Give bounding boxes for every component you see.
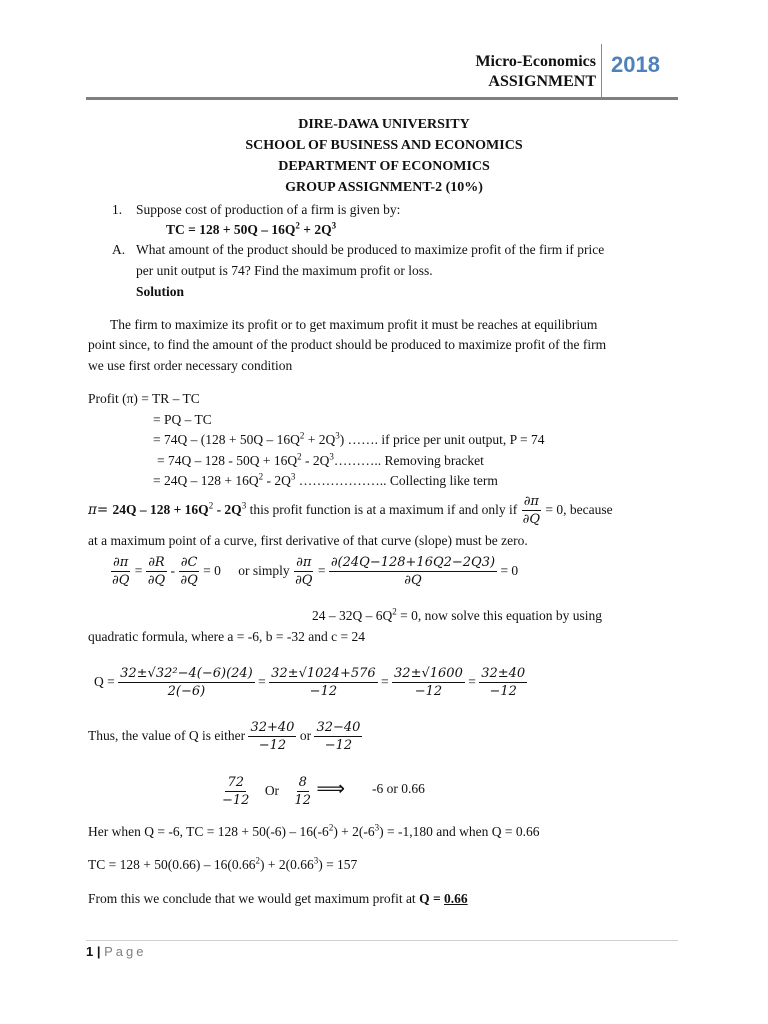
profit-line4: = $74Q - 128 - 50Q + 16Q^2$ - $2Q^3\dots\dots\dots$.. Removing bracket [157, 451, 484, 468]
tc-at-q-neg6: Her when Q = -6, TC = $128 + 50(-6) - 16(-6^2) + 2(-6^3) = -1,180$ and when Q = 0.66 [88, 822, 540, 839]
university-title: DIRE-DAWA UNIVERSITY [298, 117, 470, 132]
department-title: DEPARTMENT OF ECONOMICS [278, 159, 490, 174]
school-title: SCHOOL OF BUSINESS AND ECONOMICS [245, 138, 523, 153]
quadratic-note: quadratic formula, where a = -6, b = -32 and c = 24 [88, 629, 365, 644]
roots-result: -6 or 0.66 [372, 781, 425, 796]
header-separator [601, 44, 602, 100]
qa-line2: per unit output is 74? Find the maximum profit or loss. [136, 263, 433, 278]
para-line1: The firm to maximize its profit or to get maximum profit it must be reaches at equilibrium [110, 317, 598, 332]
roots-line: $\frac{72}{-12}$ Or $\frac{8}{12}$ ⟹ [222, 775, 346, 809]
q-values-line: Thus, the value of Q is either $\frac{32+40}{-12}$ or $\frac{32-40}{-12}$ [88, 720, 361, 754]
para-line2: point since, to find the amount of the product should be produced to maximize profit of the firm [88, 337, 607, 352]
profit-line1: Profit (π) = TR – TC [88, 391, 200, 406]
qa-line1: What amount of the product should be produced to maximize profit of the firm if price [136, 242, 605, 257]
dpi-dq-fraction: $\frac{\partial\pi}{\partial Q}$ [522, 494, 541, 528]
profit-line5: = $24Q - 128 + 16Q^2 - 2Q^3$ ……………….. Collecting like term [153, 471, 498, 488]
quadratic-solution: Q = $\frac{\text{32±√32²−4(−6)(24)}}{2(-6)}$ = $\frac{32\pm√1024+576}{-12}$ = $\frac{32\pm√1600}{-12}$ = $\frac{32\pm 40}{-12}$ [94, 666, 526, 700]
tc-at-q-066: TC = $128 + 50(0.66) - 16(0.66^2) + 2(0.66^3) = 157$ [88, 855, 358, 872]
para-line3: we use first order necessary condition [88, 358, 293, 373]
doc-type: ASSIGNMENT [488, 73, 596, 90]
header-title [475, 52, 596, 92]
assignment-title: GROUP ASSIGNMENT-2 (10%) [285, 180, 483, 195]
solution-heading: Solution [136, 284, 185, 299]
header-rule [86, 97, 678, 100]
q1-text: Suppose cost of production of a firm is given by: [136, 202, 401, 217]
conclusion-line: From this we conclude that we would get maximum profit at Q = 0.66 [88, 891, 468, 906]
pi-explanation: at a maximum point of a curve, first derivative of that curve (slope) must be zero. [88, 533, 528, 548]
profit-line3: = $74Q - (128 + 50Q - 16Q^2 + 2Q^3)$ ……. if price per unit output, P = 74 [153, 430, 545, 447]
footer-rule [86, 940, 678, 941]
implies-arrow: ⟹ [316, 776, 346, 800]
q1-number: 1. [112, 202, 123, 217]
page-footer: 1 | Page [86, 944, 147, 959]
qa-letter: A. [112, 242, 126, 257]
tc-function: TC = $128 + 50Q - 16Q^2 + 2Q^3$ [166, 220, 337, 237]
pi-function-line: $\pi= 24Q - 128 + 16Q^2 - 2Q^3$ this profit function is at a maximum if and only if $\frac{\partial\pi}{\partial Q}$ = 0, because [88, 494, 613, 528]
derivative-equation: $\frac{\partial\pi}{\partial Q}$ = $\frac{\partial R}{\partial Q}$ - $\frac{\partial C}{\partial Q}$ = 0 or simply $\frac{\partial\pi}{\partial Q}$ = $\frac{\partial(24Q-128+16Q2-2Q3)}{\partial Q}$ = 0 [112, 555, 519, 589]
profit-line2: = PQ – TC [153, 412, 212, 427]
first-order-equation: $24 - 32Q - 6Q^2 = 0$, now solve this equation by using [312, 606, 602, 623]
course-name: Micro-Economics [475, 53, 596, 70]
header-year: 2018 [611, 52, 660, 77]
